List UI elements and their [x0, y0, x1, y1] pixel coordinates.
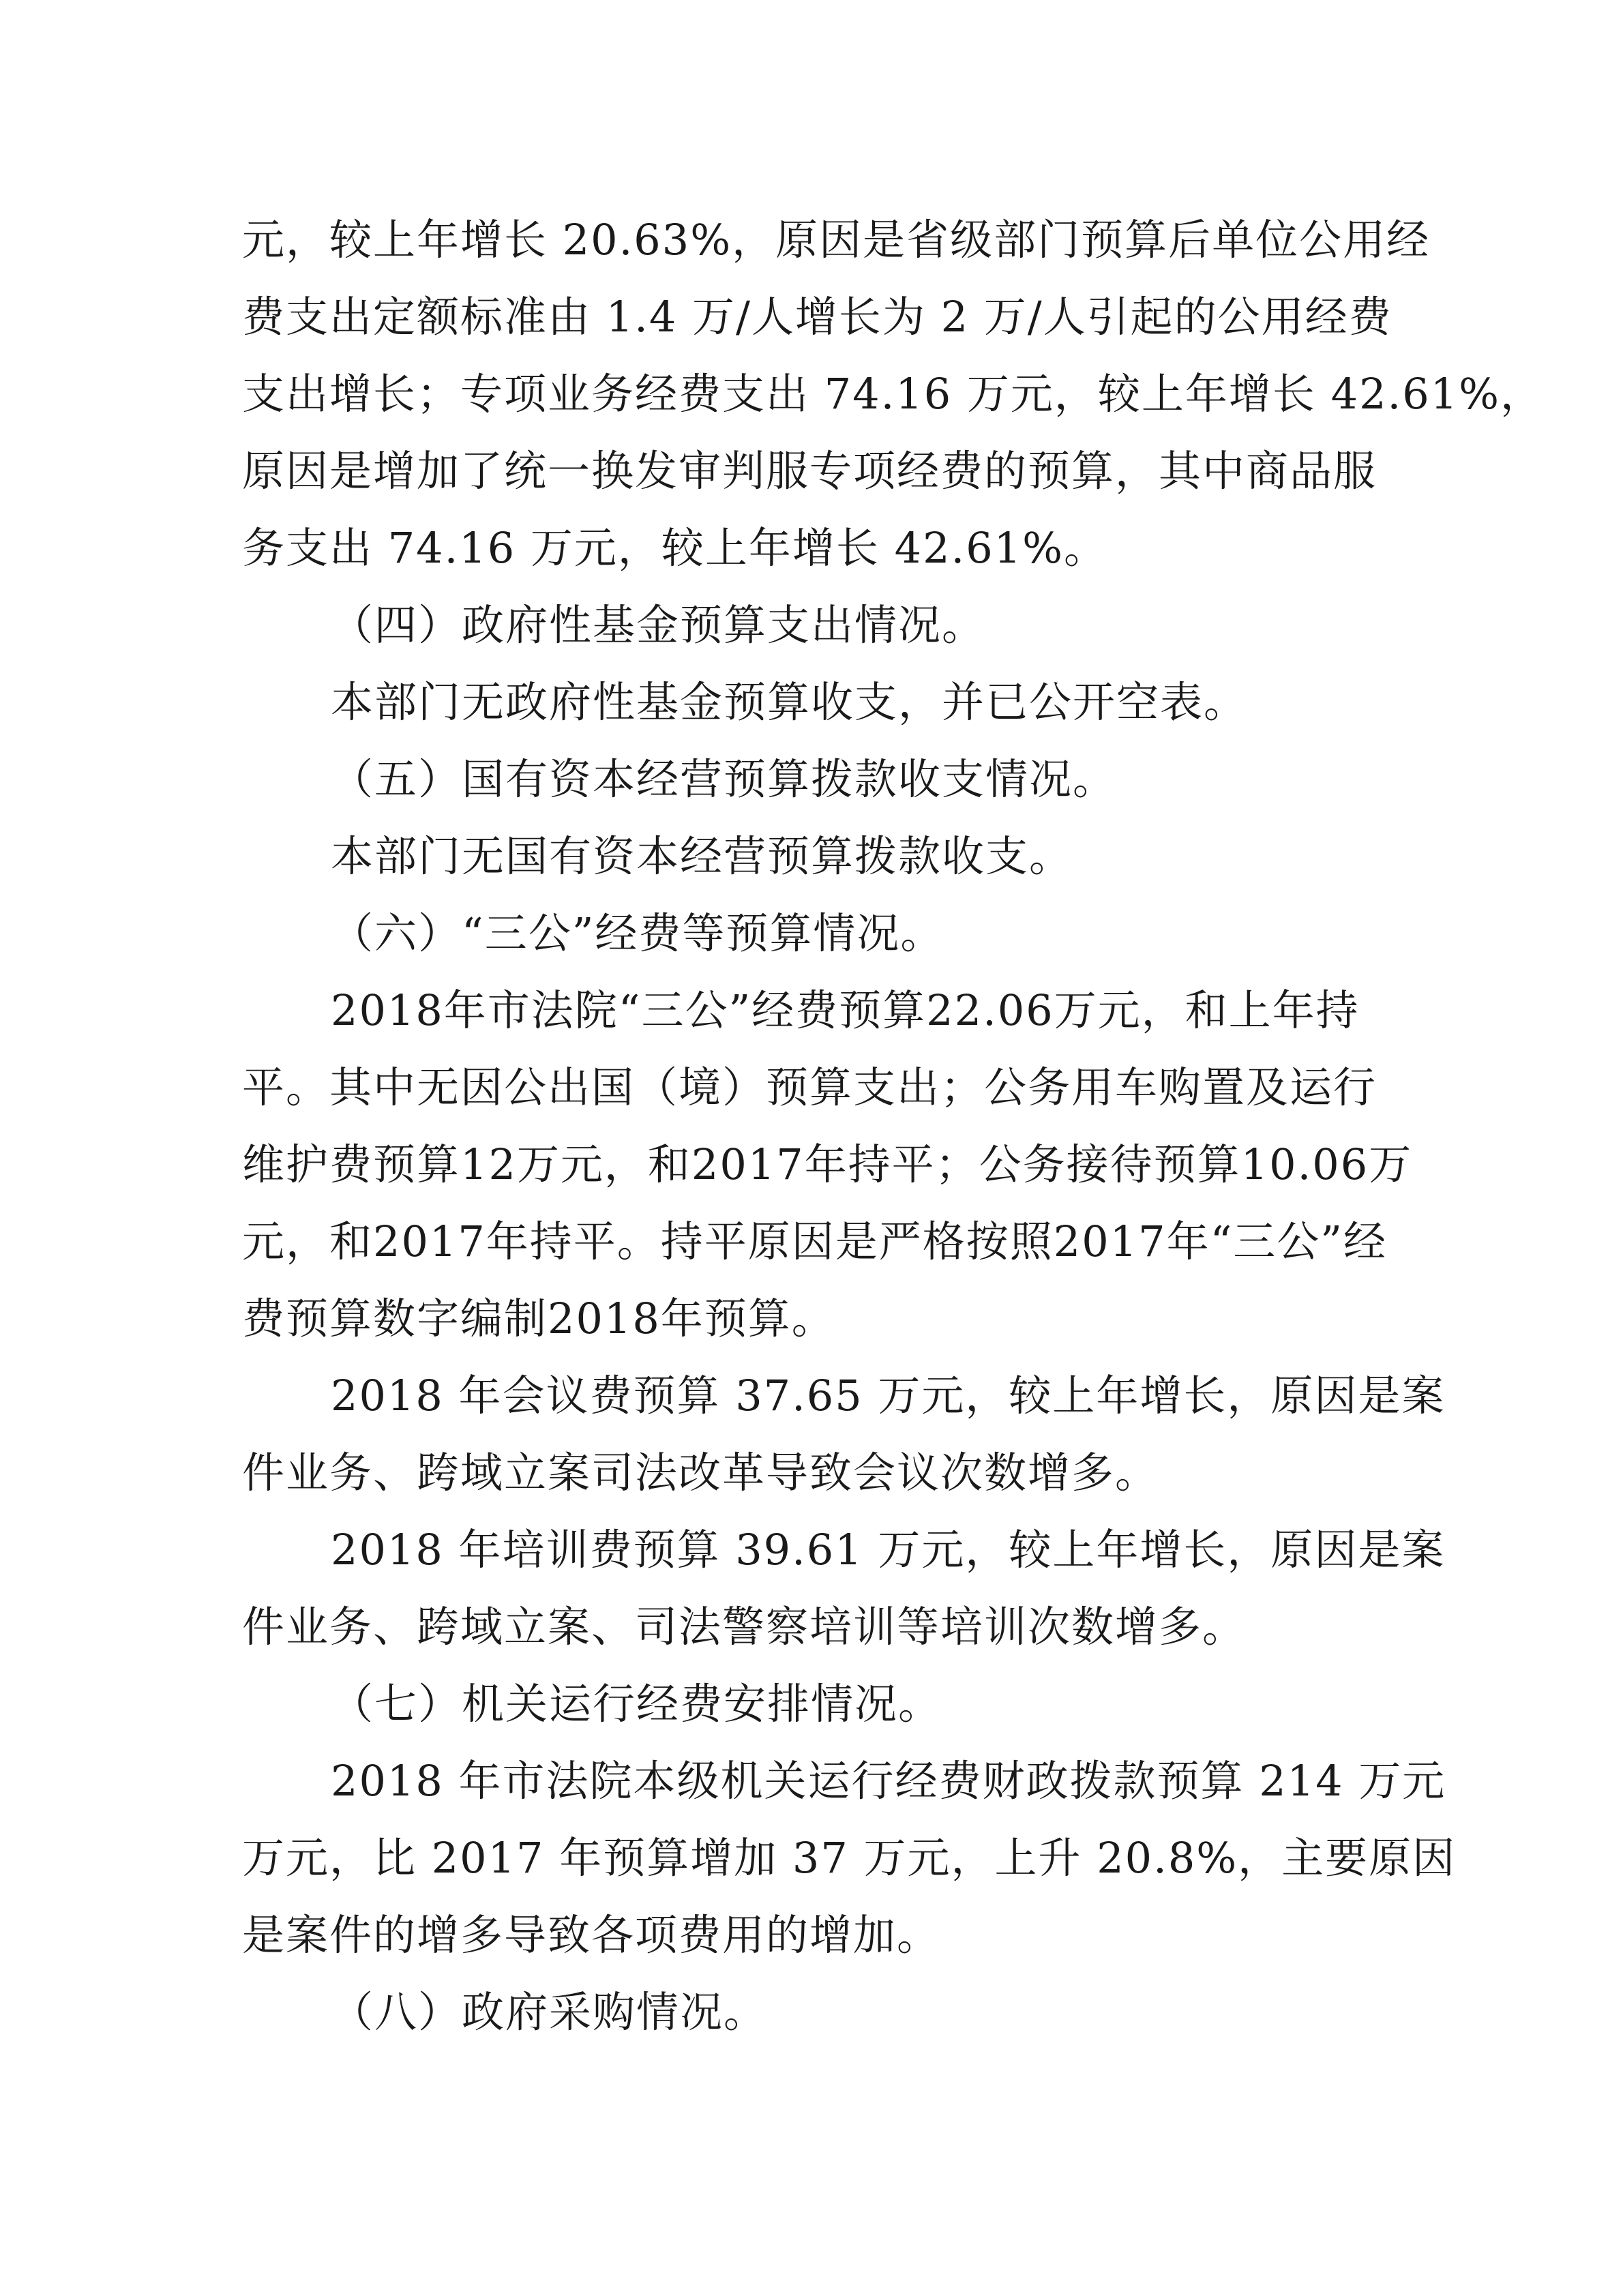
text-line-17: 件业务、跨域立案司法改革导致会议次数增多。: [242, 1448, 1159, 1497]
text-line-12: 平。其中无因公出国（境）预算支出；公务用车购置及运行: [242, 1062, 1378, 1112]
document-body: [242, 201, 1545, 2051]
text-line-21: 2018 年市法院本级机关运行经费财政拨款预算 214 万元: [331, 1756, 1446, 1806]
text-line-4: 原因是增加了统一换发审判服专项经费的预算，其中商品服: [242, 446, 1378, 496]
section-heading-7: （七）机关运行经费安排情况。: [331, 1679, 942, 1729]
section-heading-6: （六）“三公”经费等预算情况。: [331, 908, 944, 958]
text-line-13: 维护费预算12万元，和2017年持平；公务接待预算10.06万: [242, 1139, 1413, 1189]
text-line-22: 万元，比 2017 年预算增加 37 万元，上升 20.8%，主要原因: [242, 1833, 1457, 1883]
text-line-11: 2018年市法院“三公”经费预算22.06万元，和上年持: [331, 985, 1360, 1035]
section-heading-5: （五）国有资本经营预算拨款收支情况。: [331, 754, 1117, 804]
section-heading-4: （四）政府性基金预算支出情况。: [331, 600, 986, 650]
text-line-3: 支出增长；专项业务经费支出 74.16 万元，较上年增长 42.61%，: [242, 369, 1545, 419]
text-line-7: 本部门无政府性基金预算收支，并已公开空表。: [331, 677, 1248, 727]
text-line-5: 务支出 74.16 万元，较上年增长 42.61%。: [242, 523, 1108, 573]
text-line-15: 费预算数字编制2018年预算。: [242, 1294, 835, 1343]
text-line-9: 本部门无国有资本经营预算拨款收支。: [331, 831, 1073, 881]
text-line-23: 是案件的增多导致各项费用的增加。: [242, 1910, 941, 1960]
text-line-14: 元，和2017年持平。持平原因是严格按照2017年“三公”经: [242, 1217, 1387, 1266]
text-line-2: 费支出定额标准由 1.4 万/人增长为 2 万/人引起的公用经费: [242, 292, 1393, 342]
text-line-18: 2018 年培训费预算 39.61 万元，较上年增长，原因是案: [331, 1525, 1446, 1575]
text-line-19: 件业务、跨域立案、司法警察培训等培训次数增多。: [242, 1602, 1247, 1652]
text-line-16: 2018 年会议费预算 37.65 万元，较上年增长，原因是案: [331, 1371, 1446, 1420]
section-heading-8: （八）政府采购情况。: [331, 1987, 768, 2037]
text-line-1: 元，较上年增长 20.63%，原因是省级部门预算后单位公用经: [242, 215, 1431, 265]
